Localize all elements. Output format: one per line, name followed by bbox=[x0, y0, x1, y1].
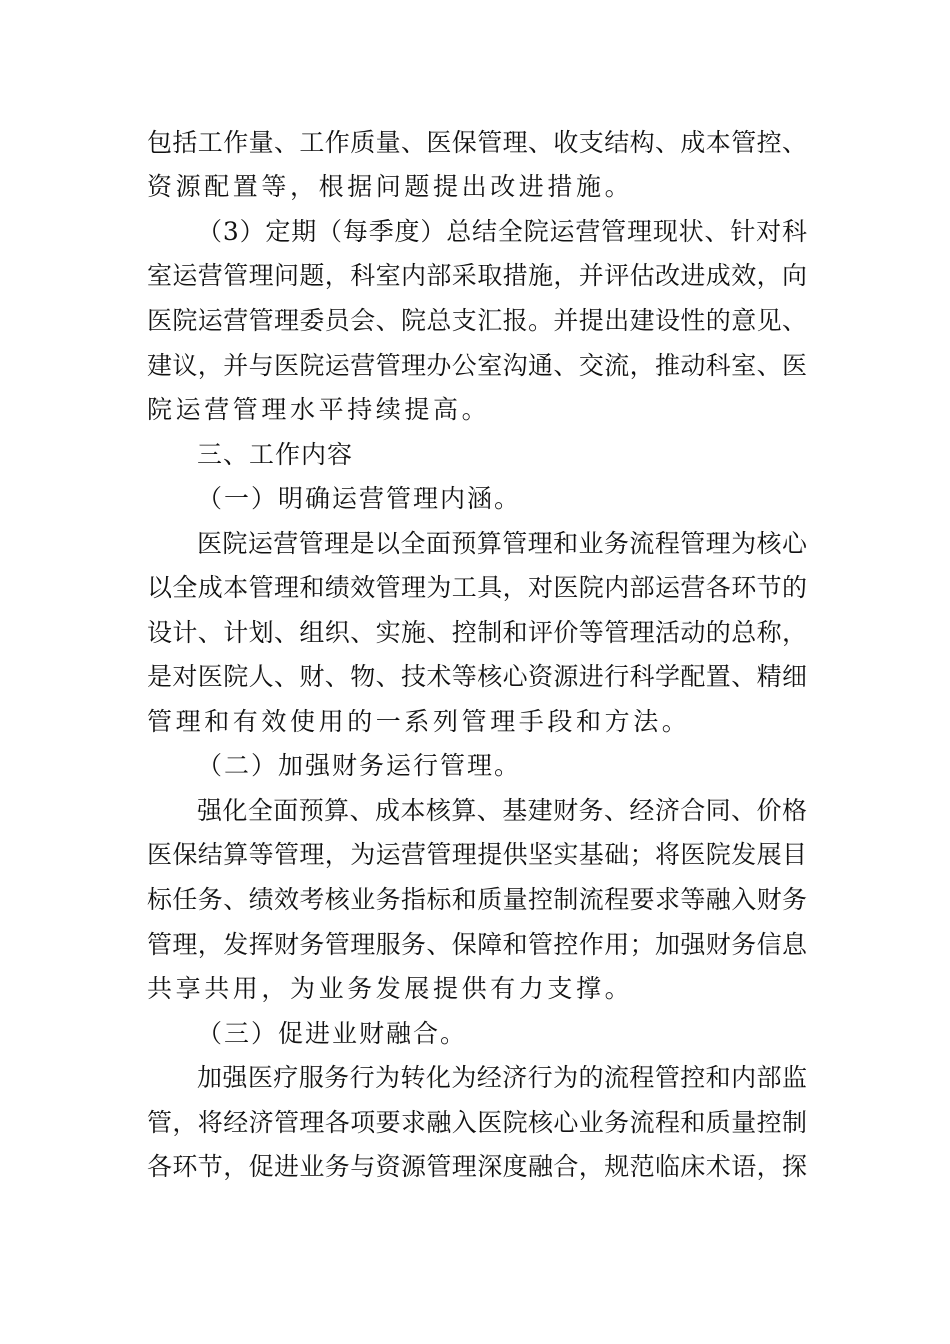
subsection-heading: （二）加强财务运行管理。 bbox=[197, 751, 522, 780]
body-line: 医保结算等管理，为运营管理提供坚实基础；将医院发展目 bbox=[147, 840, 807, 869]
body-line: 院运营管理水平持续提高。 bbox=[147, 395, 491, 424]
body-line: 建议，并与医院运营管理办公室沟通、交流，推动科室、医 bbox=[147, 351, 807, 380]
body-line: 包括工作量、工作质量、医保管理、收支结构、成本管控、 bbox=[147, 128, 807, 157]
body-line: 是对医院人、财、物、技术等核心资源进行科学配置、精细 bbox=[147, 662, 807, 691]
section-heading: 三、工作内容 bbox=[197, 440, 354, 469]
body-line: 标任务、绩效考核业务指标和质量控制流程要求等融入财务 bbox=[147, 885, 807, 914]
body-line: 管理，发挥财务管理服务、保障和管控作用；加强财务信息 bbox=[147, 930, 807, 959]
body-line: 医院运营管理委员会、院总支汇报。并提出建设性的意见、 bbox=[147, 306, 807, 335]
body-line: 资源配置等，根据问题提出改进措施。 bbox=[147, 172, 634, 201]
body-line: 以全成本管理和绩效管理为工具，对医院内部运营各环节的 bbox=[147, 573, 807, 602]
body-line: 室运营管理问题，科室内部采取措施，并评估改进成效，向 bbox=[147, 261, 807, 290]
body-line: 管理和有效使用的一系列管理手段和方法。 bbox=[147, 707, 691, 736]
body-line: 各环节，促进业务与资源管理深度融合，规范临床术语，探 bbox=[147, 1152, 807, 1181]
body-line: 强化全面预算、成本核算、基建财务、经济合同、价格 bbox=[197, 796, 807, 825]
body-line: 医院运营管理是以全面预算管理和业务流程管理为核心 bbox=[197, 529, 807, 558]
body-line: 管，将经济管理各项要求融入医院核心业务流程和质量控制 bbox=[147, 1108, 807, 1137]
subsection-heading: （一）明确运营管理内涵。 bbox=[197, 484, 522, 513]
body-line: 设计、计划、组织、实施、控制和评价等管理活动的总称， bbox=[147, 618, 807, 647]
body-line: 加强医疗服务行为转化为经济行为的流程管控和内部监 bbox=[197, 1063, 807, 1092]
body-line: （3）定期（每季度）总结全院运营管理现状、针对科 bbox=[197, 217, 807, 246]
subsection-heading: （三）促进业财融合。 bbox=[197, 1019, 468, 1048]
body-line: 共享共用，为业务发展提供有力支撑。 bbox=[147, 974, 634, 1003]
